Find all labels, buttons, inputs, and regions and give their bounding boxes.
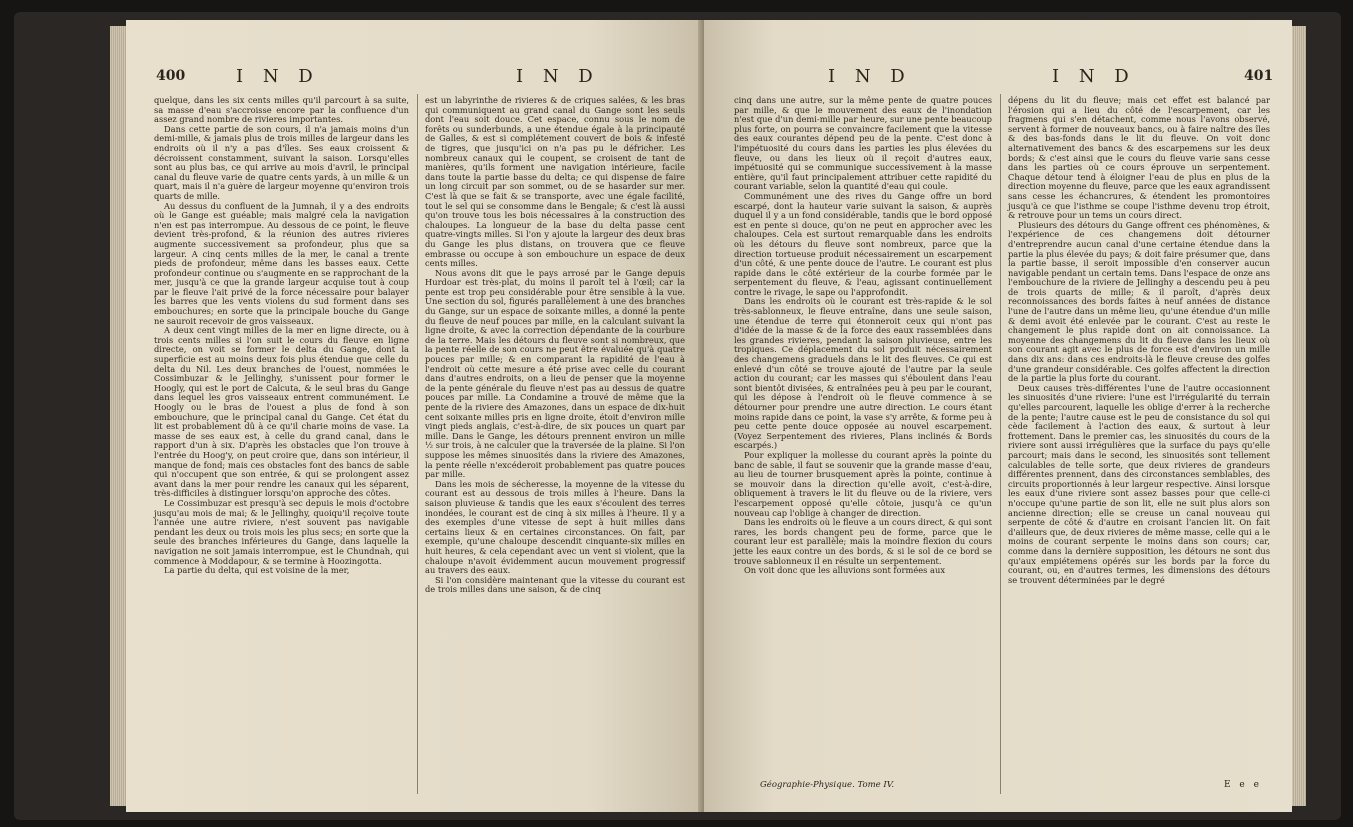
right-header bbox=[704, 66, 1292, 92]
column-rule bbox=[417, 94, 418, 794]
paragraph: Communément une des rives du Gange offre un bord escarpé, dont la hauteur varie suivant la saison, & auprès duquel il y a un fond considérable, tandis que le bord opposé est en pente si douce, qu'on ne peut en approcher avec les chaloupes. Cela est surtout remarquable dans les endroits où les détours du fleuve sont nombreux, parce que la direction tortueuse produit nécessairement un escarpement d'un côté, & une pente douce de l'autre. Le courant est plus rapide dans le côté extérieur de la courbe formée par le serpentement du fleuve, & l'eau, agissant continuellement contre le rivage, le sape ou l'approfondit. bbox=[734, 190, 992, 297]
running-head: I N D bbox=[236, 66, 320, 87]
page-edge-right bbox=[1292, 26, 1306, 806]
right-page bbox=[704, 20, 1292, 812]
page-number: 400 bbox=[156, 68, 186, 84]
left-header bbox=[126, 66, 702, 92]
paragraph: Nous avons dit que le pays arrosé par le Gange depuis Hurdoar est très-plat, du moins il paroît tel à l'œil; car la pente est trop peu considérable pour être sensible à la vue. Une section du sol, figurés parallèlement à une des branches du Gange, sur un espace de soixante milles, a donné la pente du fleuve de neuf pouces par mille, en la calculant suivant la ligne droite, & avec la correction dépendante de la courbure de la terre. Mais les détours du fleuve sont si nombreux, que la pente réelle de son cours ne peut être évaluée qu'à quatre pouces par mille; & en comparant la rapidité de l'eau à l'endroit où cette mesure a été prise avec celle du courant dans d'autres endroits, on a lieu de penser que la moyenne de la pente générale du fleuve n'est pas au dessus de quatre pouces par mille. La Condamine a trouvé de même que la pente de la riviere des Amazones, dans un espace de dix-huit cent soixante milles pris en ligne droite, étoit d'environ mille vingt pieds anglais, c'est-à-dire, de six pouces un quart par mille. Dans le Gange, les détours prennent environ un mille ½ sur trois, à ne calculer que la traversée de la plaine. Si l'on suppose les mêmes sinuosités dans la riviere des Amazones, la pente réelle n'excéderoit probablement pas quatre pouces par mille. bbox=[425, 267, 685, 480]
column-rule bbox=[1000, 94, 1001, 794]
signature-mark: E e e bbox=[1224, 780, 1262, 790]
left-column-2 bbox=[425, 96, 685, 595]
paragraph: quelque, dans les six cents milles qu'il parcourt à sa suite, sa masse d'eau s'accroisse encore par la confluence d'un assez grand nombre de rivieres importantes. bbox=[154, 95, 409, 125]
paragraph: Pour expliquer la mollesse du courant après la pointe du banc de sable, il faut se souvenir que la grande masse d'eau, au lieu de tourner brusquement après la pointe, continue à se mouvoir dans la direction qu'elle avoit, c'est-à-dire, obliquement à travers le lit du fleuve ou de la riviere, vers l'escarpement opposé qu'elle côtoie, jusqu'à ce qu'un nouveau cap l'oblige à changer de direction. bbox=[734, 449, 992, 518]
paragraph: dépens du lit du fleuve; mais cet effet est balancé par l'érosion qui a lieu du côté de l'escarpement, car les fragmens qui s'en détachent, comme nous l'avons observé, servent à former de nouveaux bancs, ou à faire naître des îles & des bas-fonds dans le lit du fleuve. On voit donc alternativement des bancs & des escarpemens sur les deux bords; & c'est ainsi que le cours du fleuve varie sans cesse dans les parties où ce cours éprouve un serpentement. Chaque détour tend à éloigner l'eau de plus en plus de la direction moyenne du fleuve, parce que les eaux agrandissent sans cesse les échancrures, & étendent les promontoires jusqu'à ce que l'isthme se coupe l'isthme devenu trop étroit, & retrouve pour un tems un cours direct. bbox=[1008, 95, 1270, 221]
paragraph: On voit donc que les alluvions sont formées aux bbox=[744, 565, 946, 576]
book-scan bbox=[14, 12, 1341, 820]
running-head: I N D bbox=[828, 66, 912, 87]
paragraph: Si l'on considère maintenant que la vitesse du courant est de trois milles dans une saison, & de cinq bbox=[425, 574, 685, 595]
paragraph: Le Cossimbuzar est presqu'à sec depuis le mois d'octobre jusqu'au mois de mai; & le Jellinghy, quoiqu'il reçoive toute l'année une autre riviere, n'est souvent pas navigable pendant les deux ou trois mois les plus secs; en sorte que la seule des branches inférieures du Gange, dans laquelle la navigation ne soit jamais interrompue, est le Chundnah, qui commence à Moddapour, & se termine à Hoozingotta. bbox=[154, 497, 409, 566]
right-column-2 bbox=[1008, 96, 1270, 585]
paragraph: Deux causes très-différentes l'une de l'autre occasionnent les sinuosités d'une riviere: l'une est l'irrégularité du terrain qu'elles parcourent, laquelle les oblige d'errer à la recherche de la pente; l'autre cause est le peu de consistance du sol qui cède facilement à l'action des eaux, & surtout à leur frottement. Dans le premier cas, les sinuosités du cours de la riviere sont aussi irrégulières que la surface du pays qu'elle parcourt; mais dans le second, les sinuosités sont tellement calculables de telle sorte, que deux rivieres de grandeurs différentes prennent, dans des circonstances semblables, des circuits proportionnés à leur largeur respective. Ainsi lorsque les eaux d'une riviere sont assez basses pour que celle-ci n'occupe qu'une partie de son lit, elle ne suit plus alors son ancienne direction; elle se creuse un canal nouveau qui serpente de côté & d'autre en croisant l'ancien lit. On fait d'ailleurs que, de deux rivieres de même masse, celle qui a le moins de courant serpente le moins dans son cours; car, comme dans la dernière supposition, les détours ne sont dus qu'aux empiétemens opérés sur les bords par la force du courant, ou, en d'autres termes, les dimensions des détours se trouvent déterminées par le degré bbox=[1008, 382, 1270, 585]
right-column-1 bbox=[734, 96, 992, 576]
left-page bbox=[126, 20, 702, 812]
paragraph: Au dessus du confluent de la Jumnah, il y a des endroits où le Gange est guéable; mais malgré cela la navigation n'en est pas interrompue. Au dessous de ce point, le fleuve devient très-profond, & la réunion des autres rivieres augmente successivement sa profondeur, plus que sa largeur. A cinq cents milles de la mer, le canal a trente pieds de profondeur, même dans les basses eaux. Cette profondeur continue ou s'augmente en se rapprochant de la mer, jusqu'à ce que la grande largeur acquise tout à coup par le fleuve l'ait privé de la force nécessaire pour balayer les barres que les vents violens du sud forment dans ses embouchures; en sorte que la principale bouche du Gange ne sauroit recevoir de gros vaisseaux. bbox=[154, 200, 409, 326]
left-column-1 bbox=[154, 96, 409, 576]
paragraph: Dans les endroits où le fleuve a un cours direct, & qui sont rares, les bords changent peu de forme, parce que le courant leur est parallèle; mais la moindre flexion du cours jette les eaux contre un des bords, & si le sol de ce bord se trouve sablonneux il en résulte un serpentement. bbox=[734, 517, 992, 566]
paragraph: Dans les endroits où le courant est très-rapide & le sol très-sablonneux, le fleuve entraîne, dans une seule saison, une étendue de terre qui étonneroit ceux qui n'ont pas d'idée de la masse & de la force des eaux rassemblées dans les grandes rivieres, pendant la saison pluvieuse, entre les tropiques. Ce déplacement du sol produit nécessairement des changemens graduels dans le lit des fleuves. Ce qui est enlevé d'un côté se trouve ajouté de l'autre par la seule action du courant; car les masses qui s'éboulent dans l'eau sont bientôt divisées, & entraînées peu à peu par le courant, qui les dépose à l'endroit où le fleuve commence à se détourner pour prendre une autre direction. Le cours étant moins rapide dans ce point, la vase s'y arrête, & forme peu à peu cette pente douce opposée au nouvel escarpement. (Voyez Serpentement des rivieres, Plans inclinés & Bords escarpés.) bbox=[734, 296, 992, 451]
paragraph: Dans cette partie de son cours, il n'a jamais moins d'un demi-mille, & jamais plus de trois milles de largeur dans les endroits où il n'y a pas d'îles. Ses eaux croissent & décroissent constamment, suivant la saison. Lorsqu'elles sont au plus bas, ce qui arrive au mois d'avril, le principal canal du fleuve varie de quatre cents yards, à un mille & un quart, mais il n'a guère de largeur moyenne qu'environ trois quarts de mille. bbox=[154, 123, 409, 201]
footer-title: Géographie-Physique. Tome IV. bbox=[760, 780, 895, 790]
paragraph: Plusieurs des détours du Gange offrent ces phénomènes, & l'expérience de ces changemens doit détourner d'entreprendre aucun canal d'une certaine étendue dans la partie la plus élevée du pays; & doit faire présumer que, dans la partie basse, il seroit impossible d'en conserver aucun navigable pendant un certain tems. Dans l'espace de onze ans l'embouchure de la riviere de Jellinghy a descendu peu à peu de trois quarts de mille; & il paroît, d'après deux reconnoissances des bords faites à neuf années de distance l'une de l'autre dans un même lieu, qu'une étendue d'un mille & demi avoit été enlevée par le courant. C'est au reste le changement le plus rapide dont on ait connoissance. La moyenne des changemens du lit du fleuve dans les lieux où son courant agit avec le plus de force est d'environ un mille dans dix ans: dans ces endroits-là le fleuve creuse des golfes d'une grandeur considérable. Ces golfes affectent la direction de la partie la plus forte du courant. bbox=[1008, 219, 1271, 384]
running-head: I N D bbox=[516, 66, 600, 87]
paragraph: est un labyrinthe de rivieres & de criques salées, & les bras qui communiquent au grand canal du Gange sont les seuls dont l'eau soit douce. Cet espace, connu sous le nom de forêts ou sunderbunds, a une étendue égale à la principauté de Galles, & est si complétement couvert de bois & infesté de tigres, que jusqu'ici on n'a pas pu le défricher. Les nombreux canaux qui le coupent, se croisent de tant de manières, qu'ils forment une navigation intérieure, facile dans toute la partie basse du delta; ce qui dispense de faire un long circuit par son sommet, ou de se hasarder sur mer. C'est là que se fait & se transporte, avec une égale facilité, tout le sel qui se consomme dans le Bengale; & c'est là aussi qu'on trouve tous les bois nécessaires à la construction des chaloupes. La longueur de la base du delta passe cent quatre-vingts milles. Si l'on y ajoute la largeur des deux bras du Gange les plus distans, on trouvera que ce fleuve embrasse ou occupe à son embouchure un espace de deux cents milles. bbox=[425, 95, 685, 269]
page-edge-left bbox=[110, 26, 126, 806]
paragraph: A deux cent vingt milles de la mer en ligne directe, ou à trois cents milles si l'on suit le cours du fleuve en ligne directe, on voit se former le delta du Gange, dont la superficie est au moins deux fois plus étendue que celle du delta du Nil. Les deux branches de l'ouest, nommées le Cossimbuzar & le Jellinghy, s'unissent pour former le Hoogly, qui est le port de Calcuta, & le seul bras du Gange dans lequel les gros vaisseaux entrent communément. Le Hoogly ou le bras de l'ouest a plus de fond à son embouchure, que le principal canal du Gange. Cet état du lit est probablement dû à ce qu'il charie moins de vase. La masse de ses eaux est, à celle du grand canal, dans le rapport d'un à six. D'après les obstacles que l'on trouve à l'entrée du Hoog'y, on peut croire que, dans son intérieur, il manque de fond; mais ces obstacles font des bancs de sable qui n'occupent que son entrée, & qui se prolongent assez avant dans la mer pour rendre les canaux qui les séparent, très-difficiles à distinguer lorsqu'on approche des côtes. bbox=[154, 325, 409, 499]
running-head: I N D bbox=[1052, 66, 1136, 87]
paragraph: cinq dans une autre, sur la même pente de quatre pouces par mille, & que le mouvement des eaux de l'inondation n'est que d'un demi-mille par heure, sur une pente beaucoup plus forte, on pourra se convaincre facilement que la vitesse des eaux courantes dépend peu de la pente. C'est donc à l'impétuosité du cours dans les parties les plus élevées du fleuve, ou dans les lieux où il reçoit d'autres eaux, impétuosité qui se communique successivement à la masse entière, qu'il faut principalement attribuer cette rapidité du courant variable, selon la quantité d'eau qui coule. bbox=[734, 95, 992, 192]
paragraph: Dans les mois de sécheresse, la moyenne de la vitesse du courant est au dessous de trois milles à l'heure. Dans la saison pluvieuse & tandis que les eaux s'écoulent des terres inondées, le courant est de cinq à six milles à l'heure. Il y a des exemples d'une vitesse de sept à huit milles dans certains lieux & en certaines circonstances. On fait, par exemple, qu'une chaloupe descendit cinquante-six milles en huit heures, & cela cependant avec un vent si violent, que la chaloupe n'avoit évidemment aucun mouvement progressif au travers des eaux. bbox=[425, 478, 685, 576]
page-number: 401 bbox=[1244, 68, 1274, 84]
paragraph: La partie du delta, qui est voisine de la mer, bbox=[164, 565, 350, 576]
